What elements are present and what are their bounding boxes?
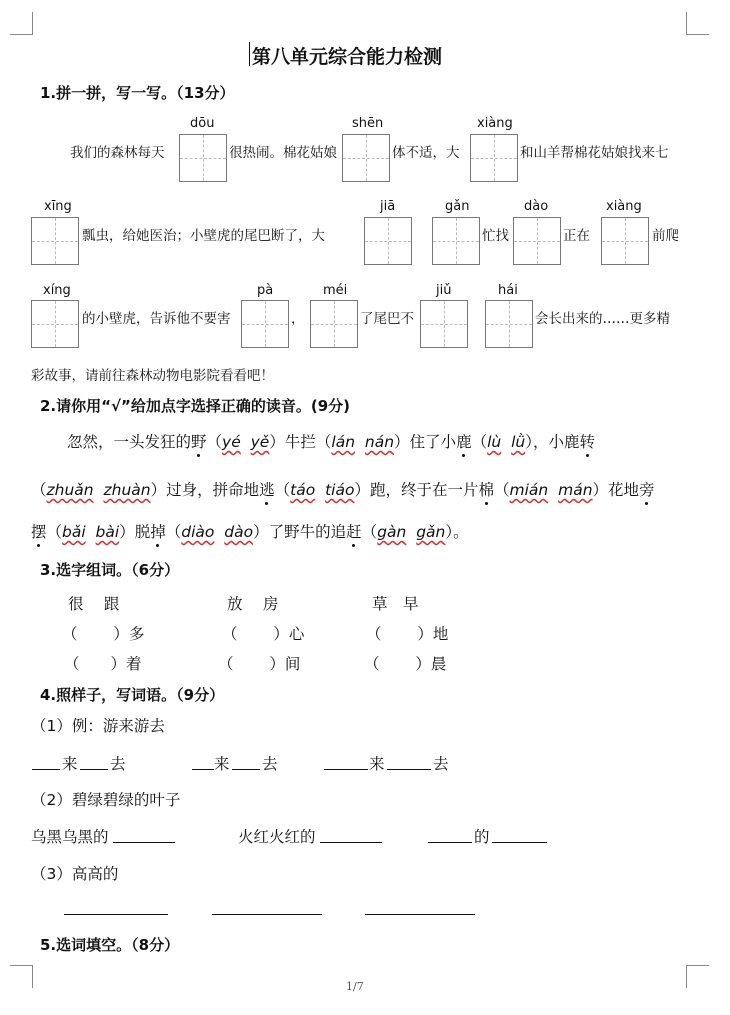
line2-text-3: 正在 bbox=[563, 228, 590, 244]
section-2-heading: 2.请你用“√”给加点字选择正确的读音。(9分) bbox=[40, 397, 351, 415]
s2-text: 过身，拼命地 bbox=[166, 481, 260, 499]
s4-q2: （2）碧绿碧绿的叶子 bbox=[31, 791, 181, 809]
corner-mark-bottom-left bbox=[10, 965, 33, 988]
writing-box-xing-2[interactable] bbox=[31, 300, 79, 348]
dotted-char: 鹿 bbox=[456, 433, 472, 451]
line3-text-3: 了尾巴不 bbox=[360, 311, 414, 327]
pinyin-option[interactable]: lán bbox=[331, 433, 356, 451]
pinyin-option[interactable]: mián bbox=[509, 481, 549, 499]
s2-text: 。 bbox=[453, 523, 469, 541]
s2-text: ，小鹿 bbox=[533, 433, 580, 451]
page-title: 第八单元综合能力检测 bbox=[252, 46, 443, 68]
s3-blank-3b[interactable]: （ ）晨 bbox=[364, 655, 447, 673]
pinyin-option[interactable]: lǜ bbox=[511, 433, 526, 451]
pinyin-dao: dào bbox=[524, 199, 549, 214]
s4-qu: 去 bbox=[262, 755, 278, 773]
pinyin-pa: pà bbox=[257, 283, 274, 298]
line2-text-4: 前爬 bbox=[652, 228, 679, 244]
s4-lai: 来 bbox=[62, 755, 78, 773]
corner-mark-top-right bbox=[686, 12, 709, 35]
text-cursor bbox=[249, 42, 250, 66]
pinyin-xiang-2: xiàng bbox=[606, 199, 642, 214]
answer-line[interactable] bbox=[80, 768, 108, 770]
section-1-heading: 1.拼一拼，写一写。（13分） bbox=[40, 84, 235, 102]
s2-paragraph-line-3: 摆（bǎi bài）脱掉（diào dào）了野牛的追赶（gàn gǎn）。 bbox=[31, 523, 469, 541]
pinyin-xiang-1: xiàng bbox=[477, 116, 513, 131]
writing-box-shen[interactable] bbox=[342, 134, 390, 182]
s4-de: 的 bbox=[474, 828, 490, 846]
s4-q2b: 火红火红的 bbox=[238, 828, 316, 846]
s2-text: 忽然，一头发狂的 bbox=[67, 433, 192, 451]
s3-chars-2: 放 房 bbox=[227, 595, 279, 613]
pinyin-option[interactable]: dào bbox=[224, 523, 254, 541]
pinyin-option[interactable]: yé bbox=[222, 433, 241, 451]
pinyin-xing-2: xíng bbox=[43, 283, 71, 298]
corner-mark-bottom-right bbox=[686, 965, 709, 988]
pinyin-option[interactable]: diào bbox=[181, 523, 215, 541]
writing-box-xing-1[interactable] bbox=[31, 217, 79, 265]
answer-line[interactable] bbox=[492, 841, 547, 843]
answer-line[interactable] bbox=[113, 841, 175, 843]
writing-box-mei[interactable] bbox=[310, 300, 358, 348]
s4-q3: （3）高高的 bbox=[31, 865, 119, 883]
s3-chars-1: 很 跟 bbox=[68, 595, 120, 613]
s2-paragraph-line-1: 忽然，一头发狂的野（yé yě）牛拦（lán nán）住了小鹿（lù lǜ），小鹿转 bbox=[67, 433, 596, 451]
s2-text: 花地 bbox=[608, 481, 640, 499]
line2-text-1: 瓢虫，给她医治；小壁虎的尾巴断了，大 bbox=[82, 228, 325, 244]
s4-qu: 去 bbox=[110, 755, 126, 773]
page-number: 1/7 bbox=[346, 980, 364, 993]
s2-text: 住了小 bbox=[409, 433, 457, 451]
answer-line[interactable] bbox=[324, 768, 368, 770]
pinyin-option[interactable]: zhuǎn bbox=[46, 481, 94, 499]
pinyin-option[interactable]: bài bbox=[95, 523, 120, 541]
pinyin-option[interactable]: gàn bbox=[377, 523, 407, 541]
writing-box-xiang-1[interactable] bbox=[470, 134, 518, 182]
answer-line[interactable] bbox=[192, 768, 214, 770]
writing-box-dou[interactable] bbox=[179, 134, 227, 182]
s4-lai: 来 bbox=[369, 755, 385, 773]
s2-text: 跑，终于在一片 bbox=[369, 481, 479, 499]
writing-box-dao[interactable] bbox=[513, 217, 561, 265]
s4-lai: 来 bbox=[214, 755, 230, 773]
pinyin-xing-1: xīng bbox=[44, 199, 72, 214]
corner-mark-top-left bbox=[10, 12, 33, 35]
pinyin-jia: jiā bbox=[380, 199, 396, 214]
writing-box-pa[interactable] bbox=[241, 300, 289, 348]
answer-line[interactable] bbox=[365, 913, 475, 915]
pinyin-option[interactable]: zhuàn bbox=[103, 481, 151, 499]
answer-line[interactable] bbox=[64, 913, 168, 915]
dotted-char: 摆 bbox=[31, 523, 47, 541]
s4-qu: 去 bbox=[433, 755, 449, 773]
line1-text-1: 我们的森林每天 bbox=[70, 145, 165, 161]
s2-text: 了野牛的追 bbox=[268, 523, 347, 541]
line3-text-4: 会长出来的……更多精 bbox=[535, 311, 670, 327]
writing-box-gan[interactable] bbox=[432, 217, 480, 265]
line3-text-1: 的小壁虎，告诉他不要害 bbox=[82, 311, 231, 327]
s2-paragraph-line-2: （zhuǎn zhuàn）过身，拼命地逃（táo tiáo）跑，终于在一片棉（mián mán）花地旁 bbox=[31, 481, 655, 499]
pinyin-option[interactable]: nán bbox=[364, 433, 395, 451]
line2-text-2: 忙找 bbox=[482, 228, 509, 244]
pinyin-gan: gǎn bbox=[445, 199, 470, 214]
writing-box-hai[interactable] bbox=[485, 300, 533, 348]
pinyin-mei: méi bbox=[323, 283, 348, 298]
line1-text-2: 很热闹。棉花姑娘 bbox=[229, 145, 337, 161]
pinyin-dou: dōu bbox=[190, 116, 215, 131]
section-5-heading: 5.选词填空。（8分） bbox=[40, 936, 180, 954]
line1-text-4: 和山羊帮棉花姑娘找来七 bbox=[520, 145, 669, 161]
pinyin-hai: hái bbox=[498, 283, 518, 298]
pinyin-jiu: jiǔ bbox=[436, 283, 452, 298]
s3-chars-3: 草 早 bbox=[372, 595, 419, 613]
line3-text-2: ， bbox=[291, 311, 305, 327]
s3-blank-3a[interactable]: （ ）地 bbox=[366, 625, 449, 643]
line4-text: 彩故事，请前往森林动物电影院看看吧！ bbox=[31, 368, 274, 384]
dotted-char: 掉 bbox=[150, 523, 166, 541]
s3-blank-1b[interactable]: （ ）着 bbox=[64, 655, 142, 673]
pinyin-option[interactable]: bǎi bbox=[62, 523, 86, 541]
answer-line[interactable] bbox=[387, 768, 431, 770]
answer-line[interactable] bbox=[232, 768, 260, 770]
s2-text: 牛拦 bbox=[284, 433, 316, 451]
answer-line[interactable] bbox=[32, 768, 60, 770]
section-3-heading: 3.选字组词。（6分） bbox=[40, 561, 180, 579]
dotted-char: 赶 bbox=[346, 523, 362, 541]
pinyin-option[interactable]: lù bbox=[487, 433, 502, 451]
dotted-char: 旁 bbox=[639, 481, 655, 499]
s4-q1: （1）例：游来游去 bbox=[31, 717, 165, 735]
writing-box-jia[interactable] bbox=[364, 217, 412, 265]
pinyin-shen: shēn bbox=[352, 116, 384, 131]
answer-line[interactable] bbox=[212, 913, 322, 915]
s3-blank-2b[interactable]: （ ）间 bbox=[218, 655, 301, 673]
dotted-char: 野 bbox=[191, 433, 207, 451]
section-4-heading: 4.照样子，写词语。（9分） bbox=[40, 686, 225, 704]
dotted-char: 转 bbox=[579, 433, 596, 451]
pinyin-option[interactable]: yě bbox=[250, 433, 270, 451]
dotted-char: 棉 bbox=[478, 481, 494, 499]
pinyin-option[interactable]: tiáo bbox=[325, 481, 355, 499]
s3-blank-1a[interactable]: （ ）多 bbox=[62, 625, 145, 643]
s4-q2a: 乌黑乌黑的 bbox=[31, 828, 109, 846]
writing-box-jiu[interactable] bbox=[420, 300, 468, 348]
answer-line[interactable] bbox=[428, 841, 472, 843]
answer-line[interactable] bbox=[320, 841, 382, 843]
s2-text: 脱 bbox=[134, 523, 151, 541]
writing-box-xiang-2[interactable] bbox=[601, 217, 649, 265]
line1-text-3: 体不适，大 bbox=[392, 145, 460, 161]
s3-blank-2a[interactable]: （ ）心 bbox=[222, 625, 305, 643]
pinyin-option[interactable]: gǎn bbox=[416, 523, 446, 541]
dotted-char: 逃 bbox=[259, 481, 275, 499]
pinyin-option[interactable]: táo bbox=[290, 481, 316, 499]
pinyin-option[interactable]: mán bbox=[558, 481, 593, 499]
